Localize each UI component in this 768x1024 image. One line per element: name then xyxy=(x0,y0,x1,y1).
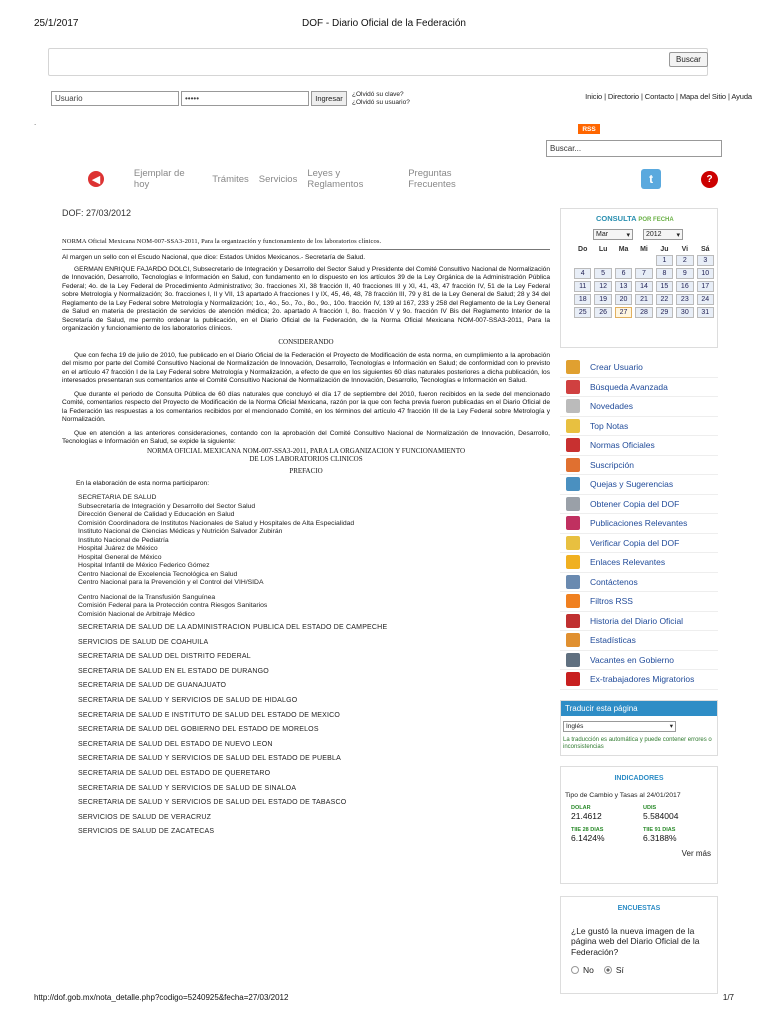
username-field[interactable]: Usuario xyxy=(51,91,179,106)
states-list xyxy=(62,621,550,840)
service-icon xyxy=(566,419,580,433)
calendar-empty xyxy=(594,255,611,266)
dolar-value: 21.4612 xyxy=(571,810,602,821)
service-label: Vacantes en Gobierno xyxy=(590,654,674,665)
service-icon xyxy=(566,380,580,394)
list-item: SECRETARIA DE SALUD xyxy=(78,494,157,501)
service-icon xyxy=(566,672,580,686)
service-item[interactable] xyxy=(560,397,718,417)
language-select[interactable] xyxy=(563,721,676,732)
calendar-day[interactable]: 8 xyxy=(656,268,673,279)
indicators-panel xyxy=(560,766,718,884)
service-icon xyxy=(566,458,580,472)
calendar-day[interactable]: 1 xyxy=(656,255,673,266)
footer-url: http://dof.gob.mx/nota_detalle.php?codigo=5240925&fecha=27/03/2012 xyxy=(34,993,289,1002)
footer-page: 1/7 xyxy=(722,993,734,1002)
service-item[interactable] xyxy=(560,456,718,476)
para-considerando-1: Que con fecha 19 de julio de 2010, fue publicado en el Diario Oficial de la Federación el Proyecto de Modificación de esta norma, en cumplimiento a la aprobación del mismo por parte del Comité Consultivo Nacional de Normalización de Innovación, Desarrollo, Tecnologías e Información en Salud; de conformidad con lo previsto en el artículo 47 fracción I de la Ley Federal sobre Metrología y Normalización, a efecto de que en los siguientes 60 días naturales posteriores a dicha publicación, los interesados presentaran sus comentarios ante el Comité Consultivo Nacional de Normalización de Innovación, Desarrollo, Tecnologías e Información en Salud. xyxy=(62,351,550,384)
tiie91-cell xyxy=(643,827,713,843)
sidebar xyxy=(560,208,718,994)
google-search-button[interactable]: Buscar xyxy=(669,52,708,67)
year-value: 2012 xyxy=(646,231,662,238)
menu-servicios[interactable]: Servicios xyxy=(258,173,298,185)
ver-mas-link[interactable]: Ver más xyxy=(681,848,711,858)
list-item: Instituto Nacional de Pediatría xyxy=(78,536,169,544)
menu-preguntas[interactable]: Preguntas Frecuentes xyxy=(408,168,456,190)
service-item[interactable] xyxy=(560,378,718,398)
dot-mark: . xyxy=(34,118,37,127)
calendar-grid xyxy=(571,244,717,320)
participants-list xyxy=(62,494,550,588)
list-item: Comisión Federal para la Protección contra Riesgos Sanitarios xyxy=(78,602,268,609)
survey-question: ¿Le gustó la nueva imagen de la página web del Diario Oficial de la Federación? xyxy=(571,925,700,957)
service-item[interactable] xyxy=(560,573,718,593)
service-item[interactable] xyxy=(560,592,718,612)
participants-list-b xyxy=(62,594,550,620)
password-field[interactable]: ••••• xyxy=(181,91,309,106)
service-label: Suscripción xyxy=(590,459,634,470)
calendar-day[interactable]: 17 xyxy=(697,281,714,292)
list-item: SECRETARIA DE SALUD Y SERVICIOS DE SALUD DE HIDALGO xyxy=(78,696,298,704)
udis-label: UDIS xyxy=(643,804,657,811)
service-icon xyxy=(566,497,580,511)
list-item: SECRETARIA DE SALUD DE GUANAJUATO xyxy=(78,682,227,690)
dolar-cell xyxy=(571,805,643,821)
service-item[interactable] xyxy=(560,495,718,515)
radio-si[interactable] xyxy=(604,966,612,974)
list-item: Hospital Juárez de México xyxy=(78,545,158,552)
indicators-grid xyxy=(561,799,717,843)
print-title: DOF - Diario Oficial de la Federación xyxy=(302,18,466,29)
service-icon xyxy=(566,575,580,589)
back-arrow-icon[interactable]: ◀ xyxy=(88,171,104,187)
service-icon xyxy=(566,477,580,491)
language-value: Inglés xyxy=(566,722,584,730)
service-label: Enlaces Relevantes xyxy=(590,557,666,568)
service-icon xyxy=(566,438,580,452)
option-si: Sí xyxy=(615,965,624,975)
calendar-label: CONSULTA xyxy=(596,214,637,223)
service-icon xyxy=(566,360,580,374)
article xyxy=(62,208,550,840)
norma-title: NORMA Oficial Mexicana NOM-007-SSA3-2011, Para la organización y funcionamiento de los laboratorios clínicos. xyxy=(62,232,550,250)
service-label: Novedades xyxy=(590,401,634,412)
weekday-header: Sá xyxy=(700,246,710,253)
calendar-selectors xyxy=(561,223,717,240)
list-item: Subsecretaría de Integración y Desarrollo del Sector Salud xyxy=(78,502,256,510)
service-icon xyxy=(566,516,580,530)
calendar-day[interactable]: 9 xyxy=(676,268,693,279)
calendar-day[interactable]: 21 xyxy=(635,294,652,305)
calendar-day[interactable]: 27 xyxy=(615,307,632,318)
menu-leyes[interactable]: Leyes y Reglamentos xyxy=(307,168,364,190)
calendar-day[interactable]: 30 xyxy=(676,307,693,318)
service-label: Ex-trabajadores Migratorios xyxy=(590,674,695,685)
calendar-day[interactable]: 14 xyxy=(635,281,652,292)
calendar-day[interactable]: 13 xyxy=(615,281,632,292)
calendar-empty xyxy=(574,255,591,266)
help-icon[interactable]: ? xyxy=(701,171,718,188)
list-item: SECRETARIA DE SALUD DEL ESTADO DE QUERETARO xyxy=(78,769,271,777)
service-item[interactable] xyxy=(560,631,718,651)
service-item[interactable] xyxy=(560,436,718,456)
list-item: Comisión Coordinadora de Institutos Nacionales de Salud y Hospitales de Alta Especialidad xyxy=(78,519,355,527)
service-label: Normas Oficiales xyxy=(590,440,655,451)
month-value: Mar xyxy=(596,231,609,238)
menu-tramites[interactable]: Trámites xyxy=(212,173,249,185)
forgot-user-link[interactable]: ¿Olvidó su usuario? xyxy=(352,99,410,106)
list-item: SECRETARIA DE SALUD DEL ESTADO DE NUEVO LEON xyxy=(78,740,273,748)
calendar-day[interactable]: 26 xyxy=(594,307,611,318)
calendar-day[interactable]: 16 xyxy=(676,281,693,292)
site-search-input[interactable]: Buscar... xyxy=(546,140,722,157)
calendar-day[interactable]: 23 xyxy=(676,294,693,305)
service-label: Filtros RSS xyxy=(590,596,633,607)
service-icon xyxy=(566,536,580,550)
weekday-header: Ju xyxy=(660,246,669,253)
weekday-header: Lu xyxy=(598,246,608,253)
service-item[interactable] xyxy=(560,358,718,378)
calendar-day[interactable]: 3 xyxy=(697,255,714,266)
menu-ejemplar[interactable]: Ejemplar de hoy xyxy=(133,168,185,190)
tiie28-value: 6.1424% xyxy=(571,832,605,843)
calendar-day[interactable]: 28 xyxy=(635,307,652,318)
service-item[interactable] xyxy=(560,475,718,495)
tiie28-label: TIIE 28 DIAS xyxy=(571,826,604,833)
twitter-icon[interactable]: t xyxy=(641,169,661,189)
calendar-day[interactable]: 31 xyxy=(697,307,714,318)
chevron-down-icon: ▾ xyxy=(626,231,630,239)
main-menu xyxy=(88,165,718,193)
list-item: SECRETARIA DE SALUD DE LA ADMINISTRACION PUBLICA DEL ESTADO DE CAMPECHE xyxy=(78,624,388,631)
calendar-panel xyxy=(560,208,718,348)
calendar-day[interactable]: 19 xyxy=(594,294,611,305)
calendar-day[interactable]: 5 xyxy=(594,268,611,279)
considerando-heading: CONSIDERANDO xyxy=(278,337,334,346)
service-icon xyxy=(566,633,580,647)
service-item[interactable] xyxy=(560,553,718,573)
top-nav[interactable]: Inicio | Directorio | Contacto | Mapa del Sitio | Ayuda xyxy=(585,92,752,101)
service-label: Top Notas xyxy=(590,420,629,431)
survey-options xyxy=(561,963,717,977)
list-item: SECRETARIA DE SALUD E INSTITUTO DE SALUD DEL ESTADO DE MEXICO xyxy=(78,711,341,719)
list-item: SECRETARIA DE SALUD Y SERVICIOS DE SALUD DEL ESTADO DE TABASCO xyxy=(78,799,347,807)
calendar-day[interactable]: 6 xyxy=(615,268,632,279)
print-date: 25/1/2017 xyxy=(34,18,79,29)
forgot-password-link[interactable]: ¿Olvidó su clave? xyxy=(352,91,404,98)
weekday-header: Do xyxy=(578,246,588,253)
service-label: Contáctenos xyxy=(590,576,638,587)
calendar-day[interactable]: 18 xyxy=(574,294,591,305)
para-fundamento: GERMAN ENRIQUE FAJARDO DOLCI, Subsecretario de Integración y Desarrollo del Sector Salud y Presidente del Comité Consultivo Nacional de Normalización de Innovación, Desarrollo, Tecnologías e Información en Salud, con fundamento en lo dispuesto en los artículos 39 de la Ley Orgánica de la Administración Pública Federal; 4o. de la Ley Federal de Procedimiento Administrativo; 3o. fracciones XI, 38 fracción II, 40 fracciones III y XI, 41, 43, 47 fracción IV, 51 de la Ley Federal sobre Metrología y Normalización; 3o. fracciones I, II y VII, 13 apartado A fracciones I y IX, 45, 46, 48, 78 fracción III, 79 y 81 de la Ley General de Salud; 28 y 34 del Reglamento de la Ley Federal sobre Metrología y Normalización; 1o., 4o., 5o., 7o., 8o., 9o., 10o. fracción IV, 139 al 167, 233 y 258 del Reglamento de la Ley General de Salud en materia de prestación de servicios de atención médica; 2o. apartado A fracción I, 8o. fracción V y 9o. fracción IV Bis del Reglamento Interior de la Secretaría de Salud, me permito ordenar la publicación, en el Diario Oficial de la Federación, de la Norma Oficial Mexicana NOM-007-SSA3-2011, Para la organización y funcionamiento de los laboratorios clínicos. xyxy=(62,265,550,332)
calendar-day[interactable]: 12 xyxy=(594,281,611,292)
option-no: No xyxy=(583,965,594,975)
weekday-header: Ma xyxy=(618,246,629,253)
service-item[interactable] xyxy=(560,651,718,671)
para-sello: Al margen un sello con el Escudo Nacional, que dice: Estados Unidos Mexicanos.- Secretaría de Salud. xyxy=(62,254,366,261)
calendar-day[interactable]: 10 xyxy=(697,268,714,279)
udis-cell xyxy=(643,805,713,821)
service-label: Estadísticas xyxy=(590,635,636,646)
translate-note: La traducción es automática y puede contener errores o inconsistencias xyxy=(563,736,712,750)
translate-title: Traducir esta página xyxy=(561,701,717,716)
list-item: Centro Nacional de la Transfusión Sanguínea xyxy=(78,593,216,601)
service-label: Obtener Copia del DOF xyxy=(590,498,680,509)
norma-heading-2: DE LOS LABORATORIOS CLINICOS xyxy=(249,454,363,463)
indicators-title: INDICADORES xyxy=(614,774,664,782)
dof-date: DOF: 27/03/2012 xyxy=(62,208,132,218)
list-item: SECRETARIA DE SALUD DEL GOBIERNO DEL ESTADO DE MORELOS xyxy=(78,726,319,734)
list-item: SERVICIOS DE SALUD DE COAHUILA xyxy=(78,638,209,646)
service-icon xyxy=(566,399,580,413)
calendar-day[interactable]: 29 xyxy=(656,307,673,318)
tiie28-cell xyxy=(571,827,643,843)
list-item: Dirección General de Calidad y Educación en Salud xyxy=(78,511,235,518)
calendar-day[interactable]: 4 xyxy=(574,268,591,279)
chevron-down-icon: ▾ xyxy=(669,723,673,730)
calendar-day[interactable]: 22 xyxy=(656,294,673,305)
list-item: Centro Nacional para la Prevención y el Control del VIH/SIDA xyxy=(78,579,264,586)
service-label: Publicaciones Relevantes xyxy=(590,518,688,529)
list-item: SERVICIOS DE SALUD DE ZACATECAS xyxy=(78,828,215,836)
service-label: Crear Usuario xyxy=(590,362,643,373)
services-list xyxy=(560,358,718,690)
service-icon xyxy=(566,614,580,628)
translate-panel xyxy=(560,700,718,756)
norma-heading-1: NORMA OFICIAL MEXICANA NOM-007-SSA3-2011, PARA LA ORGANIZACION Y FUNCIONAMIENTO xyxy=(146,446,466,455)
list-item: SECRETARIA DE SALUD DEL DISTRITO FEDERAL xyxy=(78,653,251,661)
service-label: Quejas y Sugerencias xyxy=(590,479,674,490)
service-icon xyxy=(566,653,580,667)
calendar-empty xyxy=(615,255,632,266)
calendar-label-sub: POR FECHA xyxy=(638,217,674,223)
calendar-day[interactable]: 11 xyxy=(574,281,591,292)
prefacio-heading: PREFACIO xyxy=(289,466,323,475)
calendar-day[interactable]: 15 xyxy=(656,281,673,292)
service-label: Historia del Diario Oficial xyxy=(590,615,684,626)
list-item: SERVICIOS DE SALUD DE VERACRUZ xyxy=(78,813,212,821)
service-icon xyxy=(566,594,580,608)
service-item[interactable] xyxy=(560,670,718,690)
service-item[interactable] xyxy=(560,612,718,632)
survey-title: ENCUESTAS xyxy=(617,904,661,912)
tiie91-label: TIIE 91 DIAS xyxy=(643,826,676,833)
login-button[interactable]: Ingresar xyxy=(311,91,347,106)
participants-intro: En la elaboración de esta norma participaron: xyxy=(76,479,210,487)
google-search-input[interactable] xyxy=(48,48,708,76)
service-item[interactable] xyxy=(560,417,718,437)
service-icon xyxy=(566,555,580,569)
service-item[interactable] xyxy=(560,534,718,554)
list-item: SECRETARIA DE SALUD Y SERVICIOS DE SALUD DEL ESTADO DE PUEBLA xyxy=(78,755,341,763)
service-label: Verificar Copia del DOF xyxy=(590,537,680,548)
year-select[interactable] xyxy=(643,229,683,240)
list-item: Comisión Nacional de Arbitraje Médico xyxy=(78,610,195,618)
para-considerando-2: Que durante el periodo de Consulta Pública de 60 días naturales que concluyó el día 17 de septiembre del 2010, fueron recibidos en la sede del mencionado Comité, comentarios respecto del Proyecto de Modificación de la Norma Oficial Mexicana, razón por la que con fecha previa fueron publicadas en el Diario Oficial de la Federación las respuestas a los comentarios recibidos por el mencionado Comité, en los términos del artículo 47 fracción III de la Ley Federal sobre Metrología y Normalización. xyxy=(62,390,550,423)
radio-no[interactable] xyxy=(571,966,579,974)
calendar-day[interactable]: 20 xyxy=(615,294,632,305)
weekday-header: Vi xyxy=(681,246,689,253)
calendar-heading xyxy=(561,209,717,223)
calendar-day[interactable]: 2 xyxy=(676,255,693,266)
calendar-day[interactable]: 7 xyxy=(635,268,652,279)
survey-panel xyxy=(560,896,718,994)
forgot-links xyxy=(352,91,410,107)
calendar-day[interactable]: 25 xyxy=(574,307,591,318)
list-item: Hospital Infantil de México Federico Gómez xyxy=(78,562,210,569)
para-considerando-3: Que en atención a las anteriores consideraciones, contando con la aprobación del Comité Consultivo Nacional de Normalización de Innovación, Desarrollo, Tecnologías e Información en Salud, se expide la siguiente: xyxy=(62,429,550,445)
weekday-header: Mi xyxy=(640,246,648,253)
rss-badge[interactable]: RSS xyxy=(578,124,600,134)
month-select[interactable] xyxy=(593,229,633,240)
list-item: SECRETARIA DE SALUD EN EL ESTADO DE DURANGO xyxy=(78,667,269,675)
list-item: SECRETARIA DE SALUD Y SERVICIOS DE SALUD DE SINALOA xyxy=(78,784,297,792)
calendar-empty xyxy=(635,255,652,266)
service-label: Búsqueda Avanzada xyxy=(590,381,668,392)
udis-value: 5.584004 xyxy=(643,810,679,821)
dolar-label: DOLAR xyxy=(571,804,591,811)
chevron-down-icon: ▾ xyxy=(676,231,680,239)
tiie91-value: 6.3188% xyxy=(643,832,677,843)
list-item: Instituto Nacional de Ciencias Médicas y Nutrición Salvador Zubirán xyxy=(78,528,283,535)
calendar-day[interactable]: 24 xyxy=(697,294,714,305)
list-item: Hospital General de México xyxy=(78,553,162,561)
list-item: Centro Nacional de Excelencia Tecnológica en Salud xyxy=(78,570,238,578)
exchange-rate-caption: Tipo de Cambio y Tasas al 24/01/2017 xyxy=(565,791,681,799)
service-item[interactable] xyxy=(560,514,718,534)
